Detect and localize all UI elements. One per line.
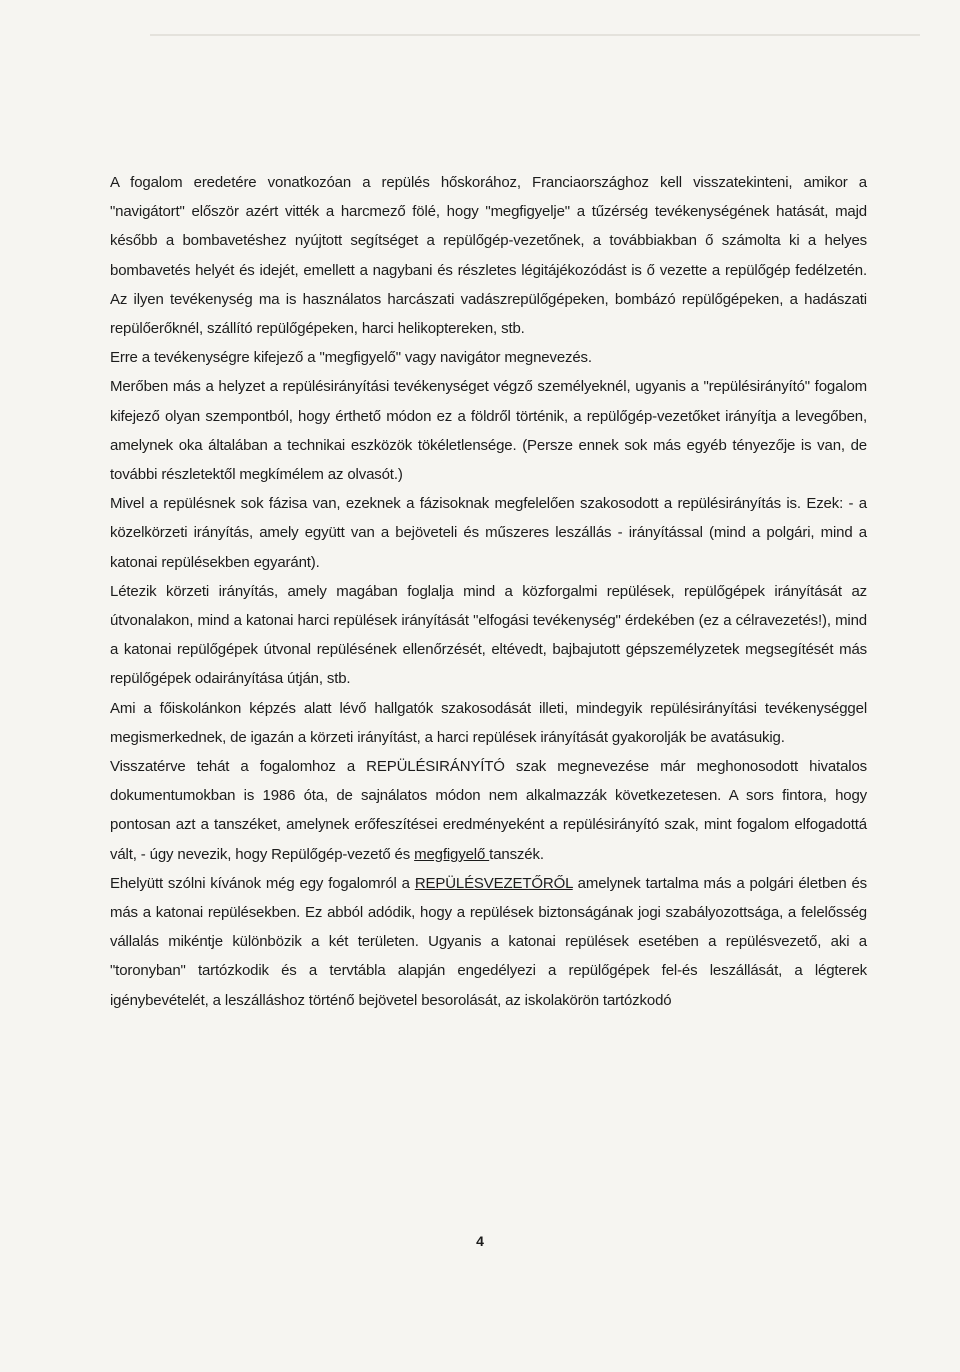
underlined-term: REPÜLÉSVEZETŐRŐL <box>414 874 573 892</box>
page-top-edge <box>150 34 920 36</box>
paragraph-specialty-name <box>110 752 867 869</box>
paragraph-text-segment: Ehelyütt szólni kívánok még egy fogalomról a <box>110 874 415 892</box>
paragraph-flight-phases: Mivel a repülésnek sok fázisa van, ezeknek a fázisoknak megfelelően szakosodott a repülésirányítás is. Ezek: - a közelkörzeti irányítás, amely együtt van a bejöveteli és műszeres leszállás - irányítással (mind a polgári, mind a katonai repülésekben egyaránt). <box>110 495 867 571</box>
paragraph-flight-director <box>110 869 867 1015</box>
paragraph-text-segment: tanszék. <box>489 845 544 863</box>
page-number: 4 <box>476 1233 484 1249</box>
paragraph-flight-control: Merőben más a helyzet a repülésirányítási tevékenységet végző személyeknél, ugyanis a "repülésirányító" fogalom kifejező olyan szempontból, hogy érthető módon ez a földről történik, a repülőgép-vezetőket irányítja a levegőben, amelynek oka általában a technikai eszközök tökéletlensége. (Persze ennek sok más egyéb tényezője is van, de további részletektől megkímélem az olvasót.) <box>110 378 867 484</box>
paragraph-text-segment: amelynek tartalma más a polgári életben és más a katonai repülésekben. Ez abból adódik, hogy a repülések biztonságának jogi szabályozottsága, a felelősség vállalás mikéntje különbözik a két területen. Ugyanis a katonai repülések esetében a repülésvezető, aki a "toronyban" tartózkodik és a tervtábla alapján engedélyezi a repülőgépek fel-és leszállását, a légterek igénybevételét, a leszálláshoz történő bejövetel besorolását, az iskolakörön tartózkodó <box>110 874 867 1009</box>
paragraph-college-training: Ami a főiskolánkon képzés alatt lévő hallgatók szakosodását illeti, mindegyik repülésirányítási tevékenységgel megismerkednek, de igazán a körzeti irányítást, a harci repülések irányítását gyakorolják be avatásukig. <box>110 699 867 746</box>
paragraph-navigator-origin: A fogalom eredetére vonatkozóan a repülés hőskorához, Franciaországhoz kell visszatekinteni, amikor a "navigátort" először azért vitték a harcmező fölé, hogy "megfigyelje" a tűzérség tevékenységének hatását, majd később a bombavetéshez nyújtott segítséget a repülőgép-vezetőnek, a továbbiakban ő számolta ki a helyes bombavetés helyét és idejét, emellett a nagybani és részletes légitájékozódást is ő vezette a repülőgép fedélzetén. Az ilyen tevékenység ma is használatos harcászati vadászrepülőgépeken, bombázó repülőgépeken, a hadászati repülőerőknél, szállító repülőgépeken, harci helikoptereken, stb. <box>110 174 867 338</box>
paragraph-text-segment: Visszatérve tehát a fogalomhoz a REPÜLÉSIRÁNYÍTÓ szak megnevezése már meghonosodott hivatalos dokumentumokban is 1986 óta, de sajnálatos módon nem alkalmazzák következetesen. A sors fintora, hogy pontosan azt a tanszéket, amelynek erőfeszítései eredményeként a repülésirányító szak, mint fogalom elfogadottá vált, - úgy nevezik, hogy Repülőgép-vezető és <box>110 758 867 863</box>
underlined-term: megfigyelő <box>414 845 490 863</box>
paragraph-observer-term: Erre a tevékenységre kifejező a "megfigyelő" vagy navigátor megnevezés. <box>110 349 592 367</box>
body-text <box>110 168 867 1015</box>
paragraph-area-control: Létezik körzeti irányítás, amely magában foglalja mind a közforgalmi repülések, repülőgépek irányítását az útvonalakon, mind a katonai harci repülések irányítását "elfogási tevékenység" érdekében (ez a célravezetés!), mind a katonai repülőgépek útvonal repülésének ellenőrzését, eltévedt, bajbajutott gépszemélyzetek megsegítését más repülőgépek odairányítása útján, stb. <box>110 582 867 688</box>
